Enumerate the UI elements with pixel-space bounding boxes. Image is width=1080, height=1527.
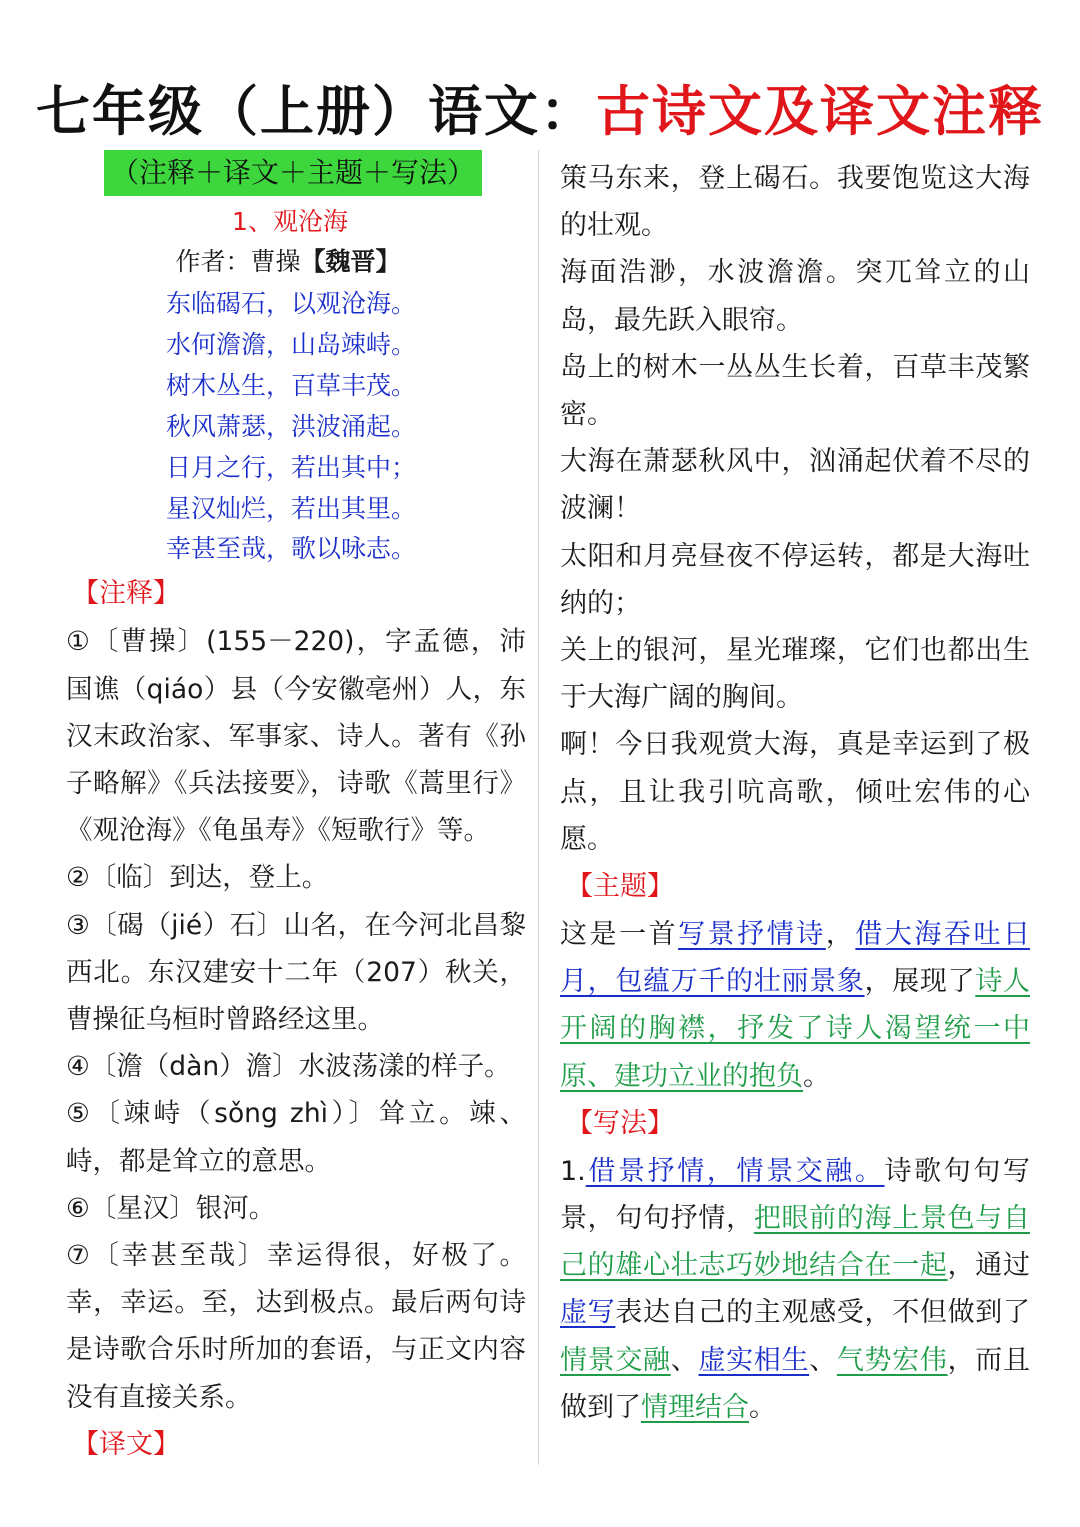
author-label: 作者：曹操 [175,247,301,276]
theme-heading: 【主题】 [566,871,674,903]
poem-line: 星汉灿烂，若出其里。 [166,493,417,523]
section-badge: （注释＋译文＋主题＋写法） [104,150,482,196]
theme-text-segment: 这是一首 [560,919,679,951]
theme-text-segment: ， [825,919,856,951]
poem-title: 1、观沧海 [232,207,348,236]
note-item: ⑤〔竦峙（sǒng zhì）〕耸立。竦、峙，都是耸立的意思。 [66,1098,526,1177]
technique-text-segment: 表达自己的主观感受，不但做到了 [615,1297,1030,1329]
technique-highlight: 虚实相生 [698,1344,810,1376]
technique-text-segment: 、 [670,1344,699,1376]
note-item: ⑦〔幸甚至哉〕幸运得很，好极了。幸，幸运。至，达到极点。最后两句诗是诗歌合乐时所加的套语，与正文内容没有直接关系。 [66,1239,526,1413]
translation-paragraph: 岛上的树木一丛丛生长着，百草丰茂繁密。 [560,351,1030,431]
technique-highlight: 借景抒情，情景交融。 [585,1155,885,1187]
note-item: ④〔澹（dàn）澹〕水波荡漾的样子。 [66,1051,511,1083]
translation-paragraph: 大海在萧瑟秋风中，汹涌起伏着不尽的波澜！ [560,446,1030,525]
author-dynasty: 【魏晋】 [300,247,401,276]
technique-highlight: 气势宏伟 [836,1344,948,1376]
note-item: ①〔曹操〕(155－220)，字孟德，沛国谯（qiáo）县（今安徽亳州）人，东汉末政治家、军事家、诗人。著有《孙子略解》《兵法接要》，诗歌《蒿里行》《观沧海》《龟虽寿》《短歌行》等。 [66,626,526,847]
translation-heading: 【译文】 [72,1428,180,1460]
note-item: ⑥〔星汉〕银河。 [66,1192,276,1224]
technique-text-segment: ，通过 [947,1250,1030,1282]
poem-line: 东临碣石，以观沧海。 [166,289,417,318]
note-item: ③〔碣（jié）石〕山名，在今河北昌黎西北。东汉建安十二年（207）秋关，曹操征乌桓时曾路经这里。 [66,909,526,1035]
technique-text-segment: 1. [560,1155,586,1187]
poem-author [50,240,526,284]
poem-line: 秋风萧瑟，洪波涌起。 [166,411,417,441]
page-title-part1: 七年级（上册）语文： [36,79,596,143]
theme-text [560,911,1030,1100]
poem-line: 树木丛生，百草丰茂。 [166,370,417,400]
theme-highlight-scene: 借大海吞吐日月，包蕴万千的壮丽景象 [560,919,1031,998]
technique-text-segment: 、 [809,1344,837,1376]
poem-body [166,284,526,570]
technique-text-segment: 诗歌句句写景，句句抒情， [560,1155,1031,1235]
translation-paragraph: 策马东来，登上碣石。我要饱览这大海的壮观。 [560,163,1030,242]
page-title-part2: 古诗文及译文注释 [596,79,1044,143]
technique-highlight: 情景交融 [560,1344,671,1376]
translation-paragraph: 海面浩渺，水波澹澹。突兀耸立的山岛，最先跃入眼帘。 [560,257,1030,336]
column-divider [538,150,539,1465]
theme-text-segment: ，展现了 [864,966,976,998]
poem-line: 水何澹澹，山岛竦峙。 [166,329,417,359]
technique-highlight: 虚写 [560,1297,616,1329]
note-item: ②〔临〕到达，登上。 [66,862,329,894]
technique-highlight: 情理结合 [641,1391,749,1423]
translation-paragraph: 关上的银河，星光璀璨，它们也都出生于大海广阔的胸间。 [560,635,1030,714]
technique-text-segment: 。 [749,1391,776,1423]
technique-heading: 【写法】 [566,1107,674,1139]
notes-heading: 【注释】 [72,578,180,610]
poem-line: 日月之行，若出其中； [166,452,417,482]
poem-line: 幸甚至哉，歌以咏志。 [166,534,417,564]
translation-paragraph: 啊！今日我观赏大海，真是幸运到了极点，且让我引吭高歌，倾吐宏伟的心愿。 [560,729,1030,855]
right-column [560,155,1030,1431]
theme-highlight-genre: 写景抒情诗 [678,919,826,951]
page-title [0,78,1080,144]
theme-text-segment: 。 [803,1060,830,1092]
theme-highlight-ambition: 诗人开阔的胸襟，抒发了诗人渴望统一中原、建功立业的抱负 [560,966,1030,1092]
technique-text-segment: ，而且做到了 [560,1344,1030,1423]
left-column [66,150,526,1469]
technique-highlight: 把眼前的海上景色与自己的雄心壮志巧妙地结合在一起 [560,1203,1030,1282]
technique-text [560,1148,1030,1431]
translation-paragraph: 太阳和月亮昼夜不停运转，都是大海吐纳的； [560,540,1030,619]
